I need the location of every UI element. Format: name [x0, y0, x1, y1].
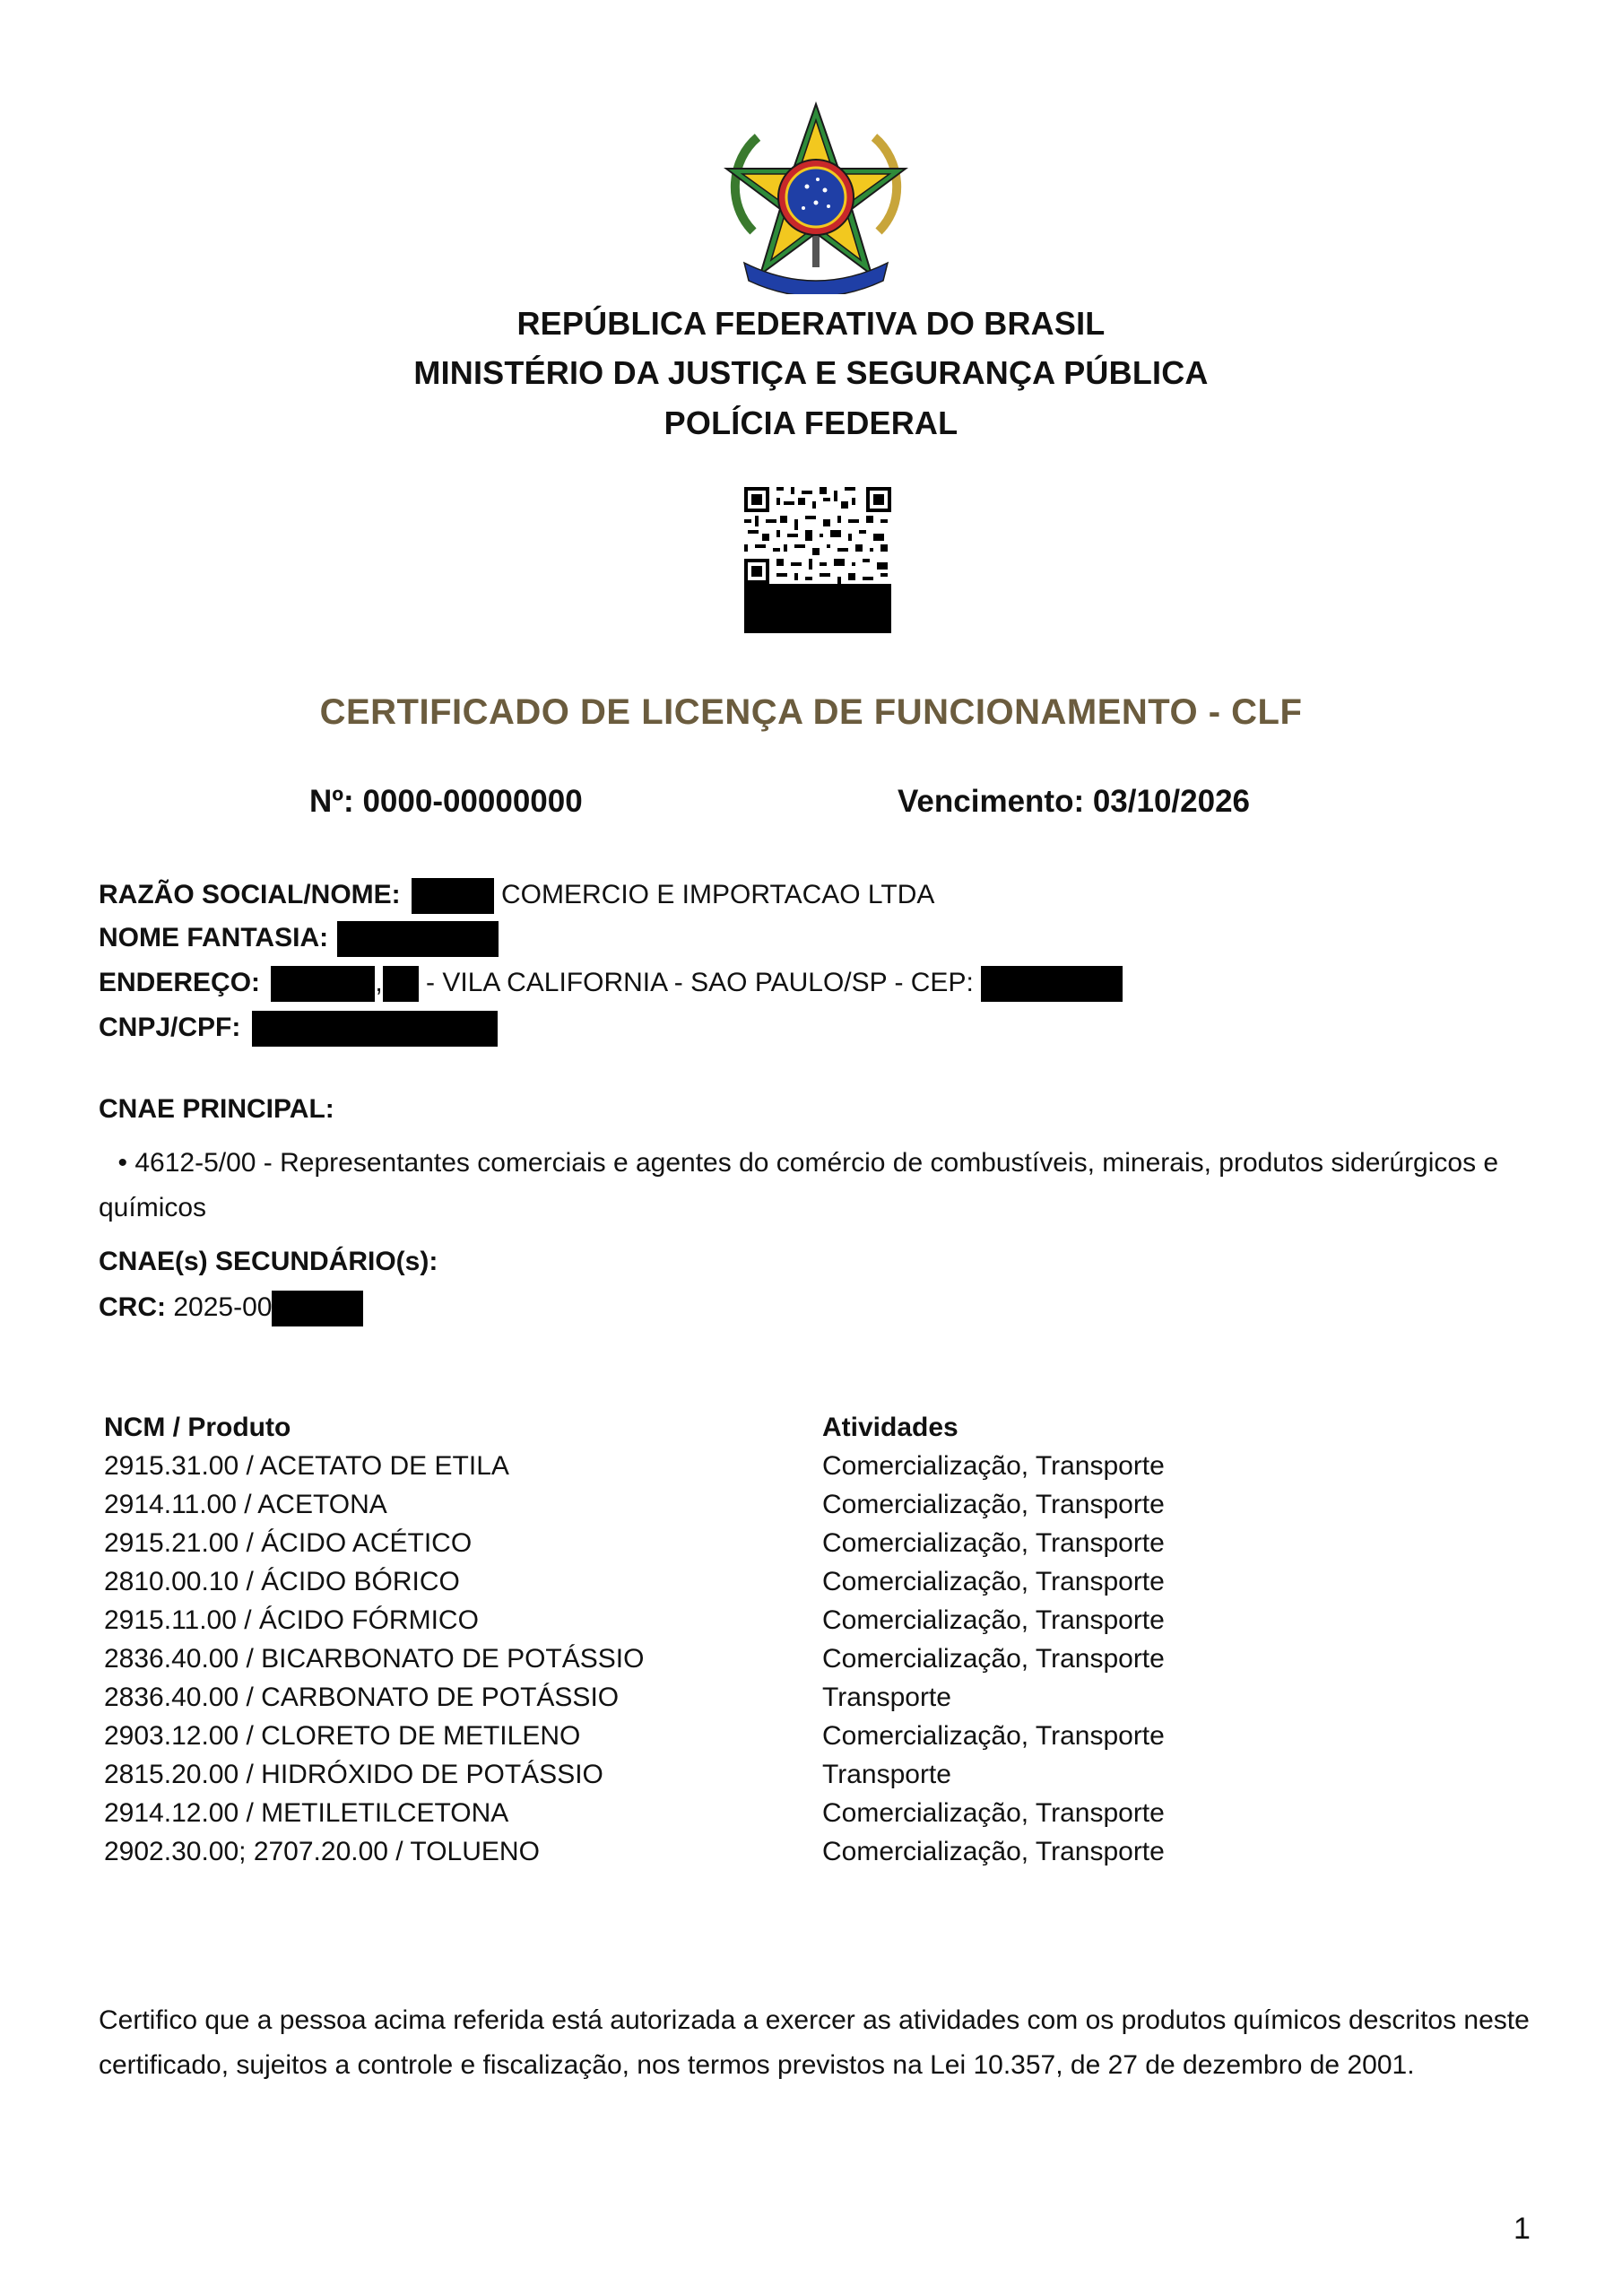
- activity-cell: Comercialização, Transporte: [822, 1490, 1165, 1519]
- crc-row: [99, 1290, 363, 1326]
- nome-fantasia-label: NOME FANTASIA:: [99, 923, 329, 952]
- product-cell: 2810.00.10 / ÁCIDO BÓRICO: [104, 1567, 460, 1596]
- certificate-number-value: 0000-00000000: [362, 784, 583, 819]
- activity-cell: Transporte: [822, 1760, 951, 1789]
- redaction-box: [272, 1291, 363, 1326]
- header-atividades: Atividades: [822, 1413, 958, 1442]
- razao-social-row: [99, 877, 934, 914]
- product-cell: 2902.30.00; 2707.20.00 / TOLUENO: [104, 1837, 540, 1866]
- endereco-row: [99, 965, 1123, 1002]
- bullet-icon: •: [117, 1148, 127, 1178]
- header-police: POLÍCIA FEDERAL: [664, 404, 958, 441]
- certification-statement: Certifico que a pessoa acima referida está autorizada a exercer as atividades com os produtos químicos descritos neste certificado, sujeitos a controle e fiscalização, nos termos previstos na Lei 10.357, de 27 de dezembro de 2001.: [99, 2005, 1530, 2080]
- redaction-box: [337, 921, 499, 957]
- redaction-box: [252, 1011, 498, 1047]
- razao-social-value: COMERCIO E IMPORTACAO LTDA: [501, 880, 935, 909]
- certificate-number: [309, 784, 583, 820]
- product-cell: 2915.31.00 / ACETATO DE ETILA: [104, 1451, 509, 1481]
- certificate-number-label: Nº:: [309, 784, 354, 819]
- product-cell: 2914.11.00 / ACETONA: [104, 1490, 387, 1519]
- cnae-secundario-label: CNAE(s) SECUNDÁRIO(s):: [99, 1247, 438, 1276]
- product-cell: 2815.20.00 / HIDRÓXIDO DE POTÁSSIO: [104, 1760, 603, 1789]
- product-cell: 2915.21.00 / ÁCIDO ACÉTICO: [104, 1528, 473, 1558]
- activity-cell: Comercialização, Transporte: [822, 1567, 1165, 1596]
- qr-redaction: [744, 584, 891, 633]
- product-cell: 2914.12.00 / METILETILCETONA: [104, 1798, 509, 1828]
- activity-cell: Comercialização, Transporte: [822, 1451, 1165, 1481]
- activity-cell: Comercialização, Transporte: [822, 1798, 1165, 1828]
- redaction-box: [383, 966, 419, 1002]
- redaction-box: [271, 966, 375, 1002]
- nome-fantasia-row: [99, 920, 499, 957]
- cnpj-label: CNPJ/CPF:: [99, 1013, 241, 1042]
- coat-of-arms-seal: [717, 97, 915, 294]
- activity-cell: Transporte: [822, 1683, 951, 1712]
- due-date-value: 03/10/2026: [1092, 784, 1251, 819]
- header-republic: REPÚBLICA FEDERATIVA DO BRASIL: [516, 305, 1106, 342]
- product-cell: 2903.12.00 / CLORETO DE METILENO: [104, 1721, 581, 1751]
- razao-social-label: RAZÃO SOCIAL/NOME:: [99, 880, 401, 909]
- activity-cell: Comercialização, Transporte: [822, 1644, 1165, 1674]
- crc-label: CRC:: [99, 1292, 166, 1322]
- activity-cell: Comercialização, Transporte: [822, 1605, 1165, 1635]
- due-date-label: Vencimento:: [898, 784, 1085, 819]
- cnae-principal-text: 4612-5/00 - Representantes comerciais e agentes do comércio de combustíveis, minerais, produtos siderúrgicos e químicos: [99, 1148, 1499, 1222]
- header-ministry: MINISTÉRIO DA JUSTIÇA E SEGURANÇA PÚBLICA: [413, 354, 1209, 391]
- product-cell: 2915.11.00 / ÁCIDO FÓRMICO: [104, 1605, 479, 1635]
- redaction-box: [981, 966, 1123, 1002]
- activity-cell: Comercialização, Transporte: [822, 1837, 1165, 1866]
- redaction-box: [412, 878, 494, 914]
- product-cell: 2836.40.00 / BICARBONATO DE POTÁSSIO: [104, 1644, 645, 1674]
- activity-cell: Comercialização, Transporte: [822, 1721, 1165, 1751]
- endereco-label: ENDEREÇO:: [99, 968, 261, 997]
- crc-value: 2025-00: [173, 1292, 273, 1322]
- due-date: [898, 784, 1250, 820]
- cnpj-row: [99, 1010, 498, 1047]
- cnae-principal-label: CNAE PRINCIPAL:: [99, 1094, 334, 1124]
- endereco-separator: ,: [375, 968, 383, 997]
- certificate-title: CERTIFICADO DE LICENÇA DE FUNCIONAMENTO - CLF: [319, 692, 1303, 732]
- page-number: 1: [1514, 2212, 1531, 2246]
- product-cell: 2836.40.00 / CARBONATO DE POTÁSSIO: [104, 1683, 620, 1712]
- activity-cell: Comercialização, Transporte: [822, 1528, 1165, 1558]
- endereco-value: - VILA CALIFORNIA - SAO PAULO/SP - CEP:: [426, 968, 974, 997]
- header-ncm-produto: NCM / Produto: [104, 1413, 291, 1442]
- cnae-principal-item: [99, 1141, 1533, 1231]
- qr-code: [744, 487, 891, 584]
